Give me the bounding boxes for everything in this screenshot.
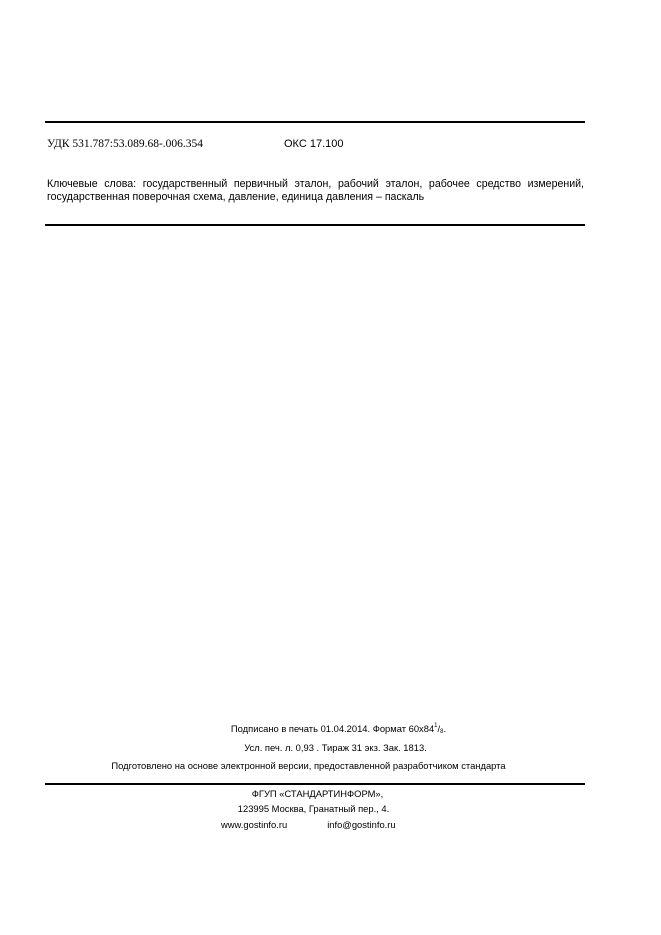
udc-code: УДК 531.787:53.089.68-.006.354 [47,138,204,150]
signed-text: Подписано в печать 01.04.2014. Формат 60х84 [230,723,435,734]
signed-for-print [8,723,661,735]
format-numerator: 1 [434,723,438,729]
keywords-line-2: государственная поверочная схема, давление, единица давления – паскаль [47,191,425,203]
publisher-address: 123995 Москва, Гранатный пер., 4. [237,803,390,814]
website-link[interactable]: www.gostinfo.ru [221,819,288,830]
publisher-name: ФГУП «СТАНДАРТИНФОРМ», [251,788,384,799]
keywords-line-1: Ключевые слова: государственный первичный эталон, рабочий эталон, рабочее средство измерений, [47,178,584,190]
bottom-divider [45,783,585,785]
prepared-note: Подготовлено на основе электронной версии, предоставленной разработчиком стандарта [111,760,506,771]
oks-code: ОКС 17.100 [284,138,344,150]
publisher-contacts [221,819,396,830]
print-info: Усл. печ. л. 0,93 . Тираж 31 экз. Зак. 1813. [244,742,427,753]
top-divider [45,121,585,123]
format-suffix: . [443,723,447,734]
format-denominator: 8 [440,729,444,735]
format-slash: / [437,723,441,734]
keywords-block [47,178,584,204]
middle-divider [45,224,585,226]
email-link[interactable]: info@gostinfo.ru [327,819,396,830]
